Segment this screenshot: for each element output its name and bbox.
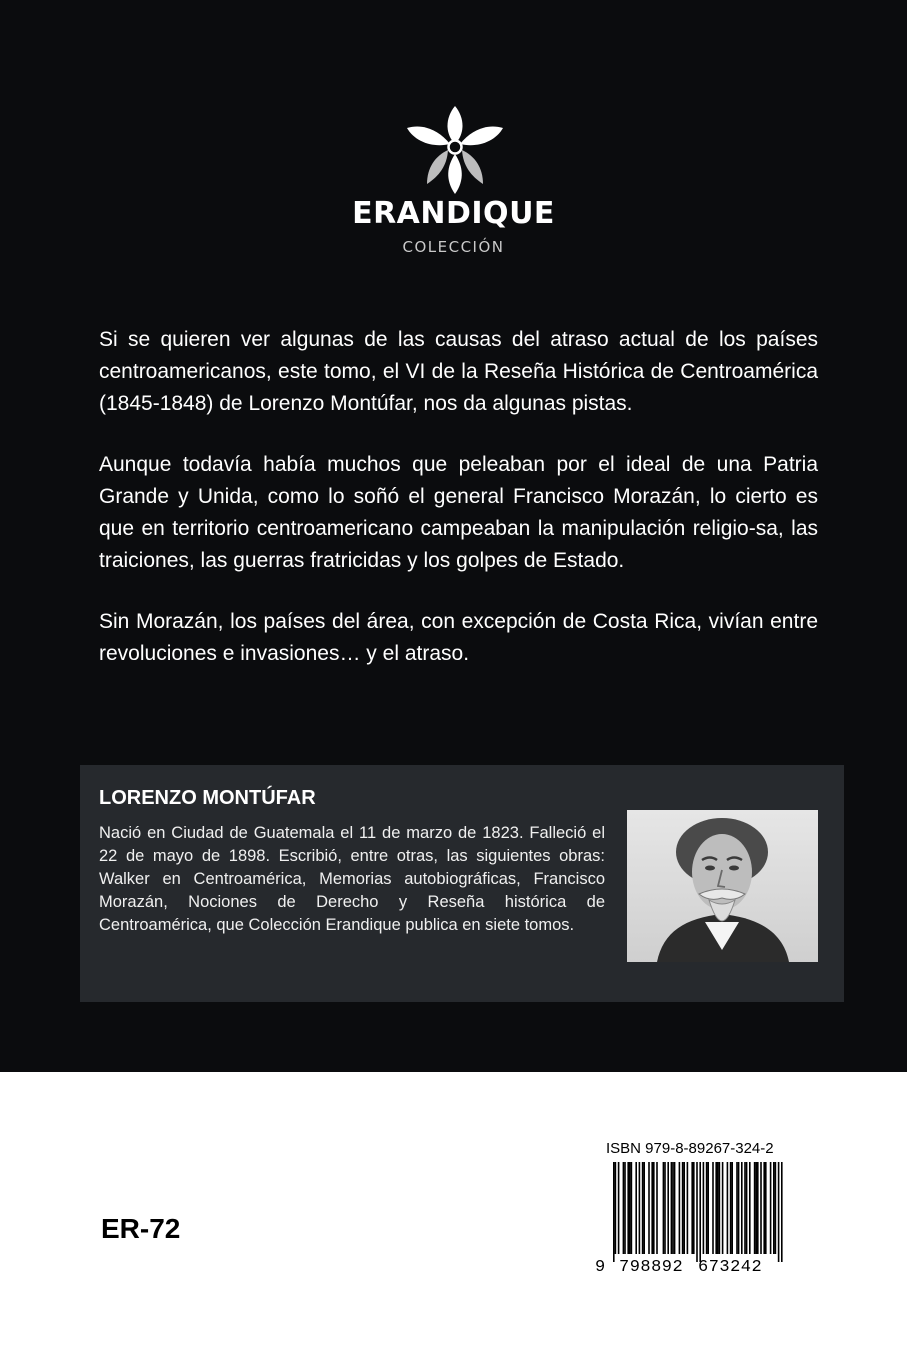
isbn-barcode xyxy=(595,1130,795,1290)
author-info-box xyxy=(80,765,844,1002)
author-portrait xyxy=(627,810,818,962)
orchid-flower-icon xyxy=(403,104,507,196)
isbn-label: ISBN 979-8-89267-324-2 xyxy=(606,1140,774,1157)
synopsis-paragraph: Si se quieren ver algunas de las causas del atraso actual de los países centroamericanos, este tomo, el VI de la Reseña Histórica de Centroamérica (1845-1848) de Lorenzo Montúfar, nos da algunas pistas. xyxy=(99,328,818,415)
synopsis-paragraph: Aunque todavía había muchos que peleaban por el ideal de una Patria Grande y Unida, como lo soñó el general Francisco Morazán, lo cierto es que en territorio centroamericano campeaban la manipulación religio-sa, las traiciones, las guerras fratricidas y los golpes de Estado. xyxy=(99,453,818,572)
barcode-bars xyxy=(599,1162,791,1262)
author-name: LORENZO MONTÚFAR xyxy=(99,787,316,809)
barcode-left-digits: 798892 xyxy=(619,1258,684,1277)
synopsis-text xyxy=(99,324,818,699)
author-bio: Nació en Ciudad de Guatemala el 11 de marzo de 1823. Falleció el 22 de mayo de 1898. Escribió, entre otras, las siguientes obras: Walker en Centroamérica, Memorias autobiográficas, Francisco Morazán, Nociones de Derecho y Reseña histórica de Centroamérica, que Colección Erandique publica en siete tomos. xyxy=(99,824,605,934)
barcode-right-digits: 673242 xyxy=(698,1258,763,1277)
catalog-code: ER-72 xyxy=(101,1213,181,1244)
barcode-lead-digit: 9 xyxy=(595,1258,606,1277)
brand-name: ERANDIQUE xyxy=(352,196,555,231)
synopsis-paragraph: Sin Morazán, los países del área, con excepción de Costa Rica, vivían entre revoluciones e invasiones… y el atraso. xyxy=(99,610,818,665)
brand-subtitle: COLECCIÓN xyxy=(402,238,505,256)
